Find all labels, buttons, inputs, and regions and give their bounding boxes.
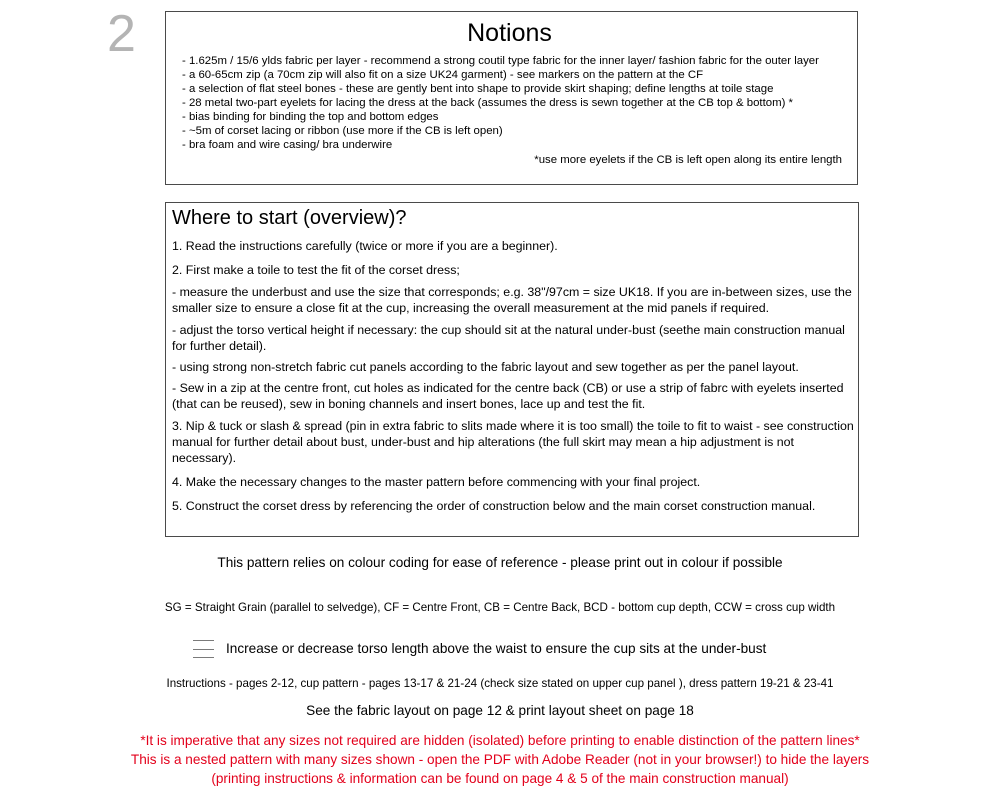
notions-item: - a selection of flat steel bones - these are gently bent into shape to provide skirt shaping; define lengths at toile stage xyxy=(182,83,774,95)
overview-step: - adjust the torso vertical height if necessary: the cup should sit at the natural under-bust (seethe main construction manual for further detail). xyxy=(172,323,845,353)
page-number: 2 xyxy=(107,5,136,63)
torso-length-lines-icon xyxy=(193,640,214,658)
notions-item: - bias binding for binding the top and bottom edges xyxy=(182,111,439,123)
warning-hide-sizes: *It is imperative that any sizes not required are hidden (isolated) before printing to enable distinction of the pattern lines* xyxy=(140,733,860,748)
overview-step: - measure the underbust and use the size that corresponds; e.g. 38"/97cm = size UK18. If you are in-between sizes, use the smaller size to ensure a close fit at the cup, increasing the overall measurement at the mid panels if required. xyxy=(172,285,852,315)
torso-length-note: Increase or decrease torso length above the waist to ensure the cup sits at the under-bust xyxy=(226,641,767,656)
overview-step: 1. Read the instructions carefully (twice or more if you are a beginner). xyxy=(172,239,558,253)
notions-footnote: *use more eyelets if the CB is left open along its entire length xyxy=(534,154,842,166)
notions-list xyxy=(182,54,847,152)
notions-title: Notions xyxy=(467,19,552,47)
overview-step: 5. Construct the corset dress by referencing the order of construction below and the main corset construction manual. xyxy=(172,499,816,513)
abbreviations-key: SG = Straight Grain (parallel to selvedge), CF = Centre Front, CB = Centre Back, BCD - bottom cup depth, CCW = cross cup width xyxy=(164,601,836,614)
warning-printing-instructions: (printing instructions & information can be found on page 4 & 5 of the main construction manual) xyxy=(211,771,789,786)
notions-item: - 1.625m / 15/6 ylds fabric per layer - recommend a strong coutil type fabric for the inner layer/ fashion fabric for the outer layer xyxy=(182,55,819,67)
notions-box xyxy=(165,11,858,185)
overview-title: Where to start (overview)? xyxy=(172,207,407,229)
overview-step: - Sew in a zip at the centre front, cut holes as indicated for the centre back (CB) or use a strip of fabrc with eyelets inserted (that can be reused), sew in boning channels and insert bones, lace up and test the fit. xyxy=(172,381,844,411)
overview-box xyxy=(165,202,859,537)
colour-coding-note: This pattern relies on colour coding for ease of reference - please print out in colour if possible xyxy=(217,555,783,570)
warning-nested-pattern: This is a nested pattern with many sizes shown - open the PDF with Adobe Reader (not in your browser!) to hide the layers xyxy=(130,752,870,767)
page-references: Instructions - pages 2-12, cup pattern - pages 13-17 & 21-24 (check size stated on upper cup panel ), dress pattern 19-21 & 23-41 xyxy=(166,677,834,690)
notions-item: - ~5m of corset lacing or ribbon (use more if the CB is left open) xyxy=(182,125,503,137)
notions-item: - 28 metal two-part eyelets for lacing the dress at the back (assumes the dress is sewn together at the CB top & bottom) * xyxy=(182,97,793,109)
fabric-layout-note: See the fabric layout on page 12 & print layout sheet on page 18 xyxy=(306,703,694,718)
overview-step: 2. First make a toile to test the fit of the corset dress; xyxy=(172,263,460,277)
notions-item: - bra foam and wire casing/ bra underwire xyxy=(182,139,393,151)
overview-step: 4. Make the necessary changes to the master pattern before commencing with your final project. xyxy=(172,475,701,489)
notions-item: - a 60-65cm zip (a 70cm zip will also fit on a size UK24 garment) - see markers on the pattern at the CF xyxy=(182,69,704,81)
overview-step: 3. Nip & tuck or slash & spread (pin in extra fabric to slits made where it is too small) the toile to fit to waist - see construction manual for further detail about bust, under-bust and hip alterations (the full skirt may mean a hip adjustment is not necessary). xyxy=(172,419,854,465)
overview-step: - using strong non-stretch fabric cut panels according to the fabric layout and sew together as per the panel layout. xyxy=(172,360,799,374)
